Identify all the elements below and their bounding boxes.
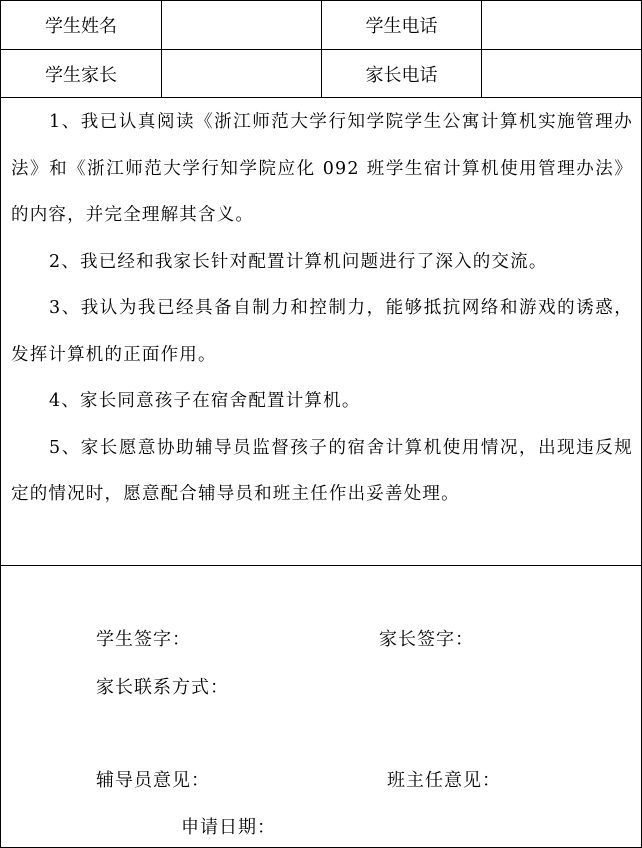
head-teacher-opinion-label: 班主任意见： — [387, 770, 501, 791]
counselor-opinion-label: 辅导员意见： — [96, 770, 210, 791]
parent-phone-field[interactable] — [482, 50, 641, 97]
form-row-student — [1, 1, 641, 50]
form-row-parent — [1, 50, 641, 98]
parent-contact-label: 家长联系方式： — [96, 677, 229, 698]
student-name-label: 学生姓名 — [1, 1, 162, 49]
parent-signature-label: 家长签字： — [379, 629, 474, 650]
parent-name-field[interactable] — [162, 50, 322, 97]
student-phone-field[interactable] — [482, 1, 641, 49]
apply-date-label: 申请日期： — [181, 817, 276, 838]
parent-phone-label: 家长电话 — [322, 50, 482, 97]
statement-1: 1、我已认真阅读《浙江师范大学行知学院学生公寓计算机实施管理办法》和《浙江师范大学行知学院应化 092 班学生宿计算机使用管理办法》的内容，并完全理解其含义。 — [11, 112, 633, 225]
statement-2: 2、我已经和我家长针对配置计算机问题进行了深入的交流。 — [49, 251, 548, 272]
student-signature-label: 学生签字： — [96, 629, 191, 650]
parent-label: 学生家长 — [1, 50, 162, 97]
statement-section — [1, 98, 641, 566]
statement-4: 4、家长同意孩子在宿舍配置计算机。 — [49, 391, 361, 411]
statement-3: 3、我认为我已经具备自制力和控制力，能够抵抗网络和游戏的诱惑，发挥计算机的正面作用。 — [11, 298, 633, 365]
student-name-field[interactable] — [162, 1, 322, 49]
student-phone-label: 学生电话 — [322, 1, 482, 49]
statement-5: 5、家长愿意协助辅导员监督孩子的宿舍计算机使用情况，出现违反规定的情况时，愿意配合辅导员和班主任作出妥善处理。 — [11, 437, 633, 504]
